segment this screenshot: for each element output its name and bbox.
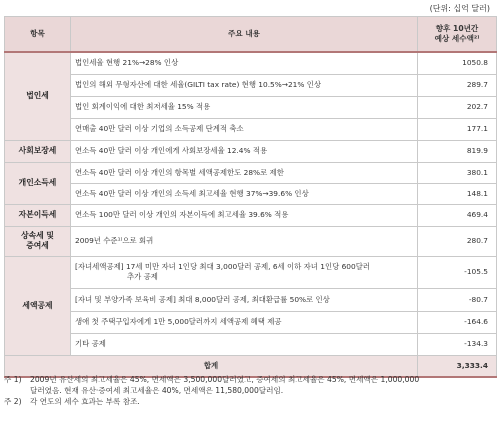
- tax-revenue-table: [4, 16, 497, 378]
- table-row: [5, 288, 497, 311]
- row-value: 177.1: [418, 118, 497, 140]
- row-value: 819.9: [418, 140, 497, 162]
- table-header-row: [5, 17, 497, 53]
- header-item: 항목: [5, 17, 71, 53]
- row-value: -80.7: [418, 288, 497, 311]
- table-row: [5, 204, 497, 226]
- table-row: [5, 256, 497, 288]
- category-personal-income-tax: 개인소득세: [5, 162, 71, 204]
- row-value: -134.3: [418, 333, 497, 355]
- table-row: [5, 162, 497, 183]
- row-content: 법인의 해외 무형자산에 대한 세율(GILTI tax rate) 현행 10.5%→21% 인상: [71, 74, 418, 96]
- footnotes: [4, 374, 496, 407]
- row-value: 289.7: [418, 74, 497, 96]
- table-row: [5, 74, 497, 96]
- footnote-1-mark: 주 1): [4, 375, 22, 384]
- row-value: 380.1: [418, 162, 497, 183]
- footnote-1: [4, 374, 496, 396]
- row-content: 연매출 40만 달러 이상 기업의 소득공제 단계적 축소: [71, 118, 418, 140]
- table-row: [5, 333, 497, 355]
- row-content: 법인 회계이익에 대한 최저세율 15% 적용: [71, 96, 418, 118]
- total-label: 합계: [5, 355, 418, 377]
- row-value: -105.5: [418, 256, 497, 288]
- table-row: [5, 52, 497, 74]
- header-effect: [418, 17, 497, 53]
- footnote-2-mark: 주 2): [4, 397, 22, 406]
- row-value: 202.7: [418, 96, 497, 118]
- footnote-1-line1: 2009년 유산세의 최고세율은 45%, 면세액은 3,500,000달러였고, 증여세의 최고세율은 45%, 면세액은 1,000,000: [30, 375, 420, 384]
- header-effect-line1: 향후 10년간: [435, 24, 479, 33]
- category-estate-gift-tax: [5, 226, 71, 256]
- table-row: [5, 118, 497, 140]
- table-row: [5, 183, 497, 204]
- row-content: 생애 첫 주택구입자에게 1만 5,000달러까지 세액공제 혜택 제공: [71, 311, 418, 333]
- category-social-security-tax: 사회보장세: [5, 140, 71, 162]
- category-tax-credits: 세액공제: [5, 256, 71, 355]
- row-content: 연소득 40만 달러 이상 개인의 소득세 최고세율 현행 37%→39.6% 인상: [71, 183, 418, 204]
- table-row: [5, 311, 497, 333]
- footnote-2-text: 각 연도의 세수 효과는 부록 참조.: [30, 397, 140, 406]
- row-value: 469.4: [418, 204, 497, 226]
- total-value: 3,333.4: [418, 355, 497, 377]
- unit-label: (단위: 십억 달러): [429, 4, 490, 13]
- row-content: 연소득 40만 달러 이상 개인의 항목별 세액공제한도 28%로 제한: [71, 162, 418, 183]
- category-capital-gains-tax: 자본이득세: [5, 204, 71, 226]
- table-row: [5, 96, 497, 118]
- category-estate-line2: 증여세: [26, 241, 49, 250]
- row-content: 2009년 수준¹⁾으로 회귀: [71, 226, 418, 256]
- row-value: -164.6: [418, 311, 497, 333]
- row-value: 280.7: [418, 226, 497, 256]
- row-content: 법인세율 현행 21%→28% 인상: [71, 52, 418, 74]
- footnote-1-text: [30, 374, 496, 396]
- row-content: 기타 공제: [71, 333, 418, 355]
- row-value: 1050.8: [418, 52, 497, 74]
- row-content-line1: [자녀세액공제] 17세 미만 자녀 1인당 최대 3,000달러 공제, 6세 이하 자녀 1인당 600달러: [75, 262, 370, 271]
- header-effect-line2: 예상 세수액²⁾: [434, 34, 480, 43]
- row-content: 연소득 100만 달러 이상 개인의 자본이득에 최고세율 39.6% 적용: [71, 204, 418, 226]
- category-estate-line1: 상속세 및: [21, 231, 54, 240]
- footnote-2: [4, 396, 496, 407]
- category-corporate-tax: 법인세: [5, 52, 71, 140]
- row-content: [71, 256, 418, 288]
- row-content: 연소득 40만 달러 이상 개인에게 사회보장세율 12.4% 적용: [71, 140, 418, 162]
- header-content: 주요 내용: [71, 17, 418, 53]
- row-content: [자녀 및 부양가족 보육비 공제] 최대 8,000달러 공제, 최대환급률 50%로 인상: [71, 288, 418, 311]
- footnote-1-line2: 달러였음. 현재 유산·증여세 최고세율은 40%, 면세액은 11,580,000달러임.: [30, 386, 284, 395]
- row-content-line2: 추가 공제: [127, 272, 158, 281]
- row-value: 148.1: [418, 183, 497, 204]
- table-row: [5, 226, 497, 256]
- table-row: [5, 140, 497, 162]
